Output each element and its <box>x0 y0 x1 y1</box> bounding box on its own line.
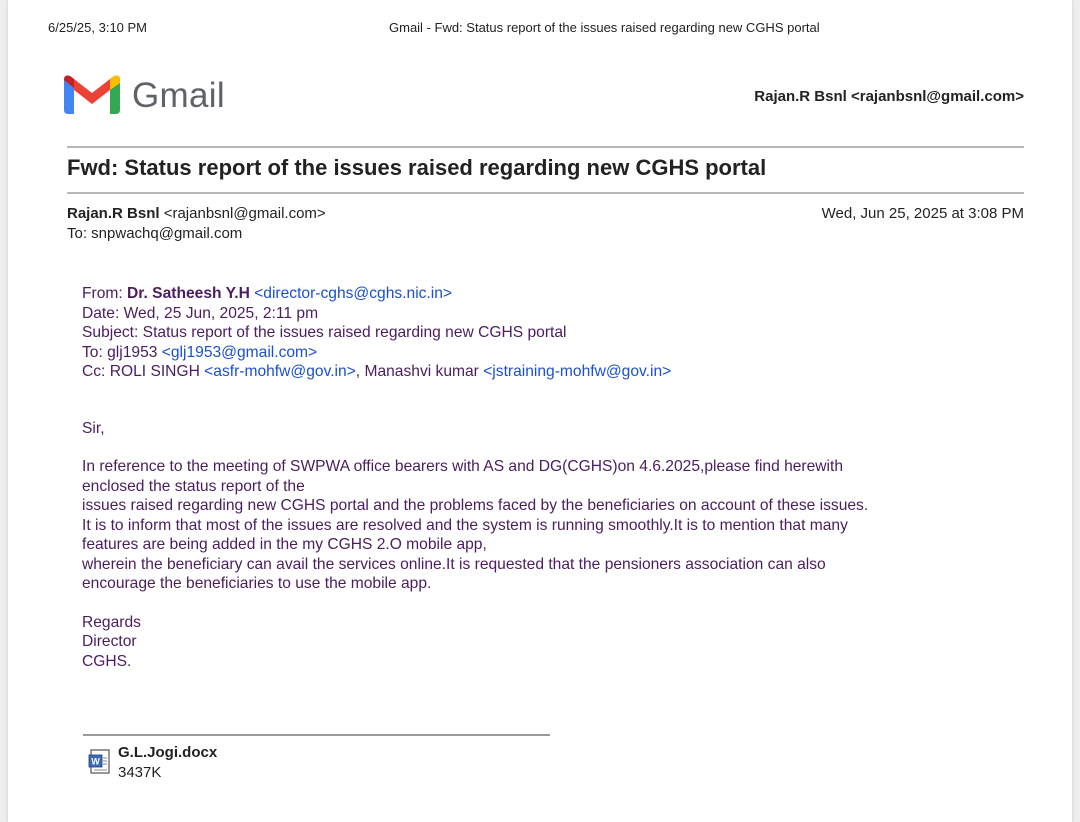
body-line: It is to inform that most of the issues are resolved and the system is running smoothly.It is to mention that many <box>82 516 848 534</box>
divider-subject <box>67 192 1024 194</box>
word-document-icon <box>88 749 112 775</box>
sender-name: Rajan.R Bsnl <box>67 205 160 222</box>
fwd-cc-label: Cc: ROLI SINGH <box>82 363 205 380</box>
fwd-cc-line <box>82 362 982 382</box>
fwd-from-line <box>82 284 982 304</box>
fwd-cc-email-link-2[interactable]: <jstraining-mohfw@gov.in> <box>483 363 672 380</box>
gmail-wordmark: Gmail <box>132 76 225 115</box>
message-body <box>82 284 982 671</box>
print-datetime: 6/25/25, 3:10 PM <box>48 20 148 35</box>
signoff-line: CGHS. <box>82 652 132 670</box>
body-line: issues raised regarding new CGHS portal and the problems faced by the beneficiaries on account of these issues. <box>82 497 869 514</box>
message-date: Wed, Jun 25, 2025 at 3:08 PM <box>821 205 1024 222</box>
fwd-to-email-link[interactable]: <glj1953@gmail.com> <box>161 343 318 361</box>
attachment-divider <box>83 734 550 736</box>
svg-text:W: W <box>91 756 100 767</box>
body-line: In reference to the meeting of SWPWA office bearers with AS and DG(CGHS)on 4.6.2025,please find herewith <box>82 458 844 475</box>
divider-top <box>67 146 1024 148</box>
signoff-line: Director <box>82 633 137 650</box>
body-line: enclosed the status report of the <box>82 477 305 495</box>
body-line: features are being added in the my CGHS 2.O mobile app, <box>82 536 487 553</box>
print-page-title: Gmail - Fwd: Status report of the issues raised regarding new CGHS portal <box>389 20 820 35</box>
spacer <box>82 438 982 457</box>
signoff-line: Regards <box>82 613 141 631</box>
fwd-to-label: To: glj1953 <box>82 343 162 361</box>
sender-email: <rajanbsnl@gmail.com> <box>163 205 326 222</box>
spacer <box>82 382 982 419</box>
attachment-size: 3437K <box>118 764 162 781</box>
fwd-from-email-link[interactable]: <director-cghs@cghs.nic.in> <box>254 285 453 302</box>
recipient-line: To: snpwachq@gmail.com <box>67 225 243 242</box>
fwd-cc-separator: , Manashvi kumar <box>355 363 484 380</box>
fwd-from-label: From: <box>82 285 128 302</box>
gmail-header <box>64 72 1024 122</box>
gmail-logo-icon[interactable] <box>64 74 120 116</box>
fwd-subject-line: Subject: Status report of the issues raised regarding new CGHS portal <box>82 324 567 341</box>
body-line: wherein the beneficiary can avail the services online.It is requested that the pensioners association can also <box>82 555 826 573</box>
fwd-to-line <box>82 343 982 363</box>
fwd-date-line: Date: Wed, 25 Jun, 2025, 2:11 pm <box>82 304 319 322</box>
body-paragraph <box>82 457 982 594</box>
attachment-name[interactable]: G.L.Jogi.docx <box>118 744 218 761</box>
salutation: Sir, <box>82 419 105 437</box>
spacer <box>82 594 982 613</box>
fwd-from-name: Dr. Satheesh Y.H <box>127 285 250 302</box>
account-label: Rajan.R Bsnl <rajanbsnl@gmail.com> <box>754 88 1024 105</box>
signoff <box>82 613 982 672</box>
message-header <box>67 204 1024 244</box>
body-line: encourage the beneficiaries to use the mobile app. <box>82 575 432 592</box>
forwarded-header <box>82 284 982 382</box>
fwd-cc-email-link-1[interactable]: <asfr-mohfw@gov.in> <box>204 363 356 380</box>
printed-page <box>8 0 1072 822</box>
thread-subject: Fwd: Status report of the issues raised regarding new CGHS portal <box>67 155 767 180</box>
